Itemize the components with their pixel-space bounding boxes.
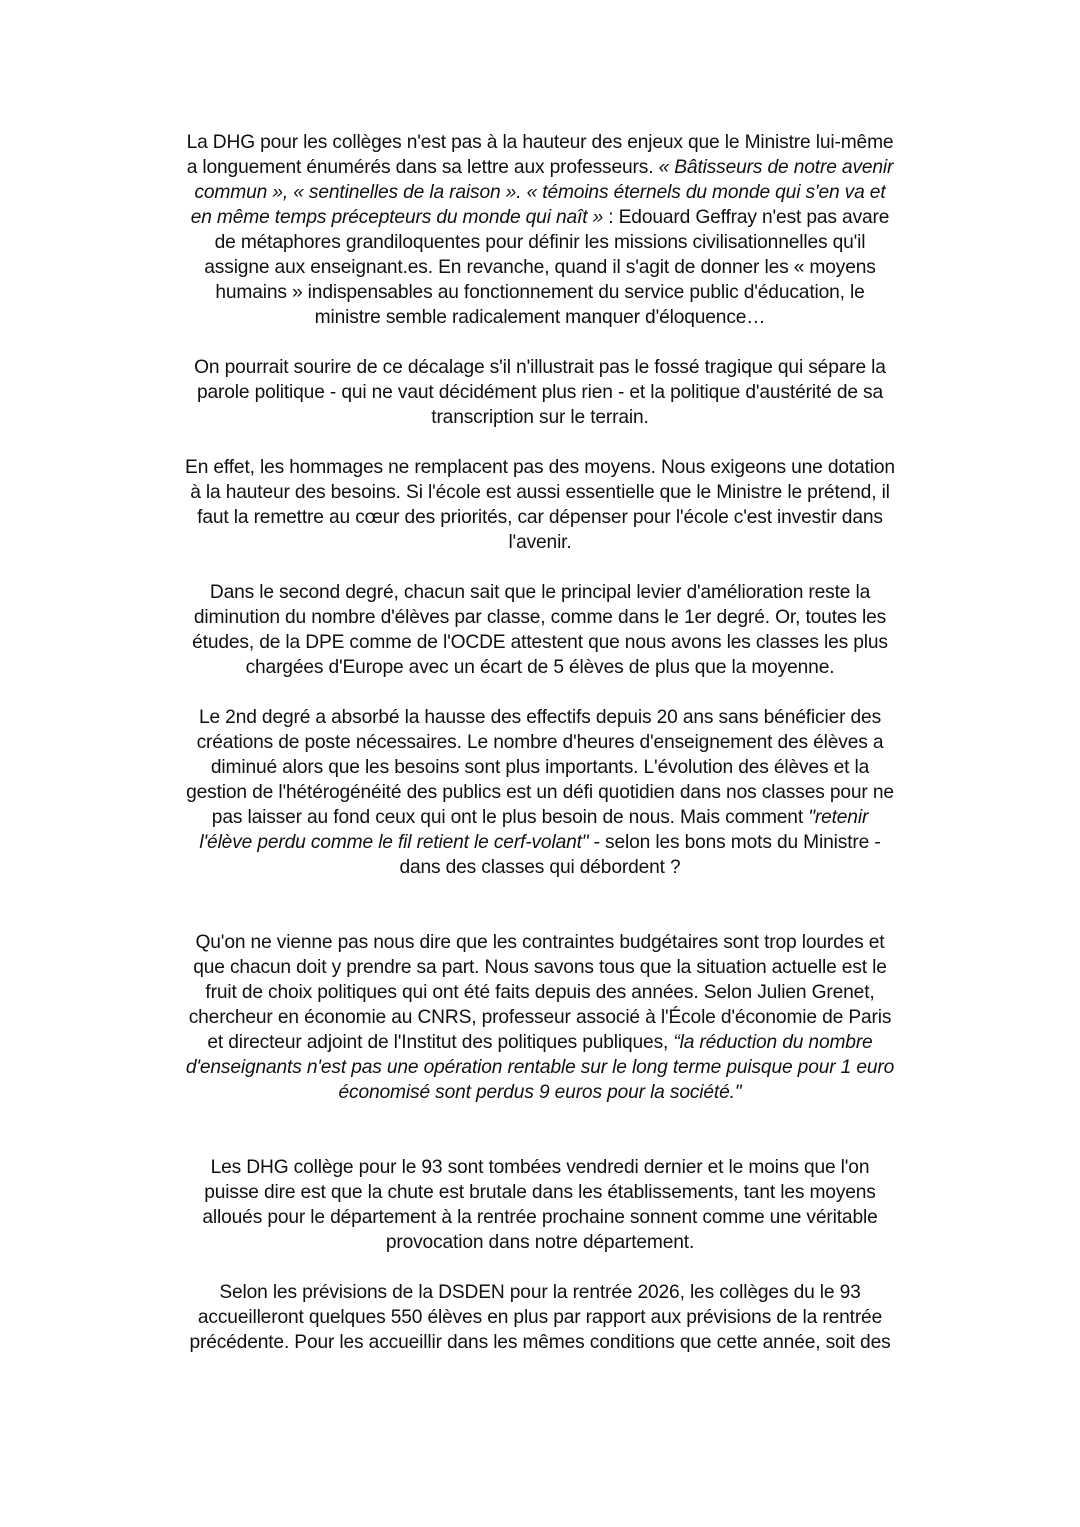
text-line	[110, 580, 970, 605]
text-line	[110, 655, 970, 680]
text-line	[110, 980, 970, 1005]
text-line	[110, 280, 970, 305]
text-segment: l'avenir.	[508, 532, 572, 553]
text-segment: chargées d'Europe avec un écart de 5 élèves de plus que la moyenne.	[245, 657, 835, 678]
text-line	[110, 305, 970, 330]
italic-quote-segment: commun », « sentinelles de la raison ». « témoins éternels du monde qui s'en va et	[194, 182, 886, 203]
text-line	[110, 355, 970, 380]
text-segment: On pourrait sourire de ce décalage s'il n'illustrait pas le fossé tragique qui sépare la	[194, 357, 886, 378]
text-segment: diminution du nombre d'élèves par classe, comme dans le 1er degré. Or, toutes les	[193, 607, 887, 628]
paragraph-ministre-lettre	[110, 130, 970, 330]
italic-quote-segment: économisé sont perdus 9 euros pour la société."	[338, 1082, 742, 1103]
text-segment: études, de la DPE comme de l'OCDE attestent que nous avons les classes les plus	[192, 632, 888, 653]
text-line	[110, 955, 970, 980]
text-segment: transcription sur le terrain.	[431, 407, 649, 428]
text-segment: : Edouard Geffray n'est pas avare	[603, 207, 890, 228]
text-segment: ministre semble radicalement manquer d'éloquence…	[314, 307, 766, 328]
paragraph-hommages-moyens	[110, 455, 970, 555]
text-line	[110, 1280, 970, 1305]
text-segment: Selon les prévisions de la DSDEN pour la rentrée 2026, les collèges du le 93	[219, 1282, 861, 1303]
text-line	[110, 1080, 970, 1105]
text-line	[110, 480, 970, 505]
text-segment: humains » indispensables au fonctionnement du service public d'éducation, le	[215, 282, 865, 303]
text-segment: dans des classes qui débordent ?	[399, 857, 681, 878]
text-segment: créations de poste nécessaires. Le nombre d'heures d'enseignement des élèves a	[196, 732, 884, 753]
text-line	[110, 830, 970, 855]
text-segment: Qu'on ne vienne pas nous dire que les contraintes budgétaires sont trop lourdes et	[195, 932, 885, 953]
text-segment: à la hauteur des besoins. Si l'école est aussi essentielle que le Ministre le prétend, il	[190, 482, 890, 503]
text-segment: Les DHG collège pour le 93 sont tombées vendredi dernier et le moins que l'on	[210, 1157, 870, 1178]
text-segment: et directeur adjoint de l'Institut des politiques publiques,	[207, 1032, 674, 1053]
text-line	[110, 530, 970, 555]
text-line	[110, 930, 970, 955]
italic-quote-segment: l'élève perdu comme le fil retient le cerf-volant"	[199, 832, 589, 853]
paragraph-contraintes-budgetaires	[110, 930, 970, 1105]
italic-quote-segment: « Bâtisseurs de notre avenir	[658, 157, 894, 178]
text-segment: - selon les bons mots du Ministre -	[588, 832, 881, 853]
paragraph-dhg-93	[110, 1155, 970, 1255]
text-line	[110, 780, 970, 805]
text-segment: gestion de l'hétérogénéité des publics est un défi quotidien dans nos classes pour ne	[186, 782, 894, 803]
text-segment: de métaphores grandiloquentes pour définir les missions civilisationnelles qu'il	[214, 232, 866, 253]
text-segment: que chacun doit y prendre sa part. Nous savons tous que la situation actuelle est le	[193, 957, 887, 978]
paragraph-previsions-dsden	[110, 1280, 970, 1355]
text-line	[110, 805, 970, 830]
paragraph-effectifs	[110, 705, 970, 880]
text-line	[110, 155, 970, 180]
text-segment: chercheur en économie au CNRS, professeur associé à l'École d'économie de Paris	[188, 1007, 892, 1028]
text-segment: provocation dans notre département.	[385, 1232, 695, 1253]
text-line	[110, 455, 970, 480]
text-line	[110, 1305, 970, 1330]
text-line	[110, 230, 970, 255]
text-line	[110, 730, 970, 755]
text-line	[110, 605, 970, 630]
text-segment: puisse dire est que la chute est brutale dans les établissements, tant les moyens	[204, 1182, 876, 1203]
text-segment: diminué alors que les besoins sont plus importants. L'évolution des élèves et la	[210, 757, 870, 778]
text-segment: assigne aux enseignant.es. En revanche, quand il s'agit de donner les « moyens	[204, 257, 876, 278]
text-line	[110, 1155, 970, 1180]
text-line	[110, 630, 970, 655]
text-line	[110, 405, 970, 430]
text-segment: fruit de choix politiques qui ont été faits depuis des années. Selon Julien Grenet,	[205, 982, 875, 1003]
text-segment: alloués pour le département à la rentrée prochaine sonnent comme une véritable	[202, 1207, 878, 1228]
paragraph-decalage	[110, 355, 970, 430]
text-line	[110, 1005, 970, 1030]
text-line	[110, 1180, 970, 1205]
paragraph-second-degre	[110, 580, 970, 680]
italic-quote-segment: d'enseignants n'est pas une opération rentable sur le long terme puisque pour 1 euro	[185, 1057, 895, 1078]
text-line	[110, 1330, 970, 1355]
text-segment: précédente. Pour les accueillir dans les mêmes conditions que cette année, soit des	[189, 1332, 891, 1353]
italic-quote-segment: "retenir	[808, 807, 869, 828]
text-line	[110, 1055, 970, 1080]
text-line	[110, 205, 970, 230]
text-line	[110, 505, 970, 530]
italic-quote-segment: “la réduction du nombre	[673, 1032, 873, 1053]
text-line	[110, 1230, 970, 1255]
text-line	[110, 1030, 970, 1055]
italic-quote-segment: en même temps précepteurs du monde qui naît »	[190, 207, 604, 228]
text-segment: Dans le second degré, chacun sait que le principal levier d'amélioration reste la	[209, 582, 871, 603]
text-line	[110, 755, 970, 780]
text-segment: Le 2nd degré a absorbé la hausse des effectifs depuis 20 ans sans bénéficier des	[198, 707, 882, 728]
text-line	[110, 180, 970, 205]
text-segment: parole politique - qui ne vaut décidément plus rien - et la politique d'austérité de sa	[196, 382, 884, 403]
text-segment: La DHG pour les collèges n'est pas à la hauteur des enjeux que le Ministre lui-même	[186, 132, 894, 153]
text-line	[110, 380, 970, 405]
text-line	[110, 255, 970, 280]
text-segment: En effet, les hommages ne remplacent pas des moyens. Nous exigeons une dotation	[185, 457, 895, 478]
text-segment: pas laisser au fond ceux qui ont le plus besoin de nous. Mais comment	[211, 807, 809, 828]
text-line	[110, 705, 970, 730]
text-line	[110, 130, 970, 155]
text-segment: a longuement énumérés dans sa lettre aux professeurs.	[186, 157, 659, 178]
text-line	[110, 1205, 970, 1230]
text-segment: accueilleront quelques 550 élèves en plus par rapport aux prévisions de la rentrée	[197, 1307, 883, 1328]
text-segment: faut la remettre au cœur des priorités, car dépenser pour l'école c'est investir dans	[197, 507, 883, 528]
text-line	[110, 855, 970, 880]
